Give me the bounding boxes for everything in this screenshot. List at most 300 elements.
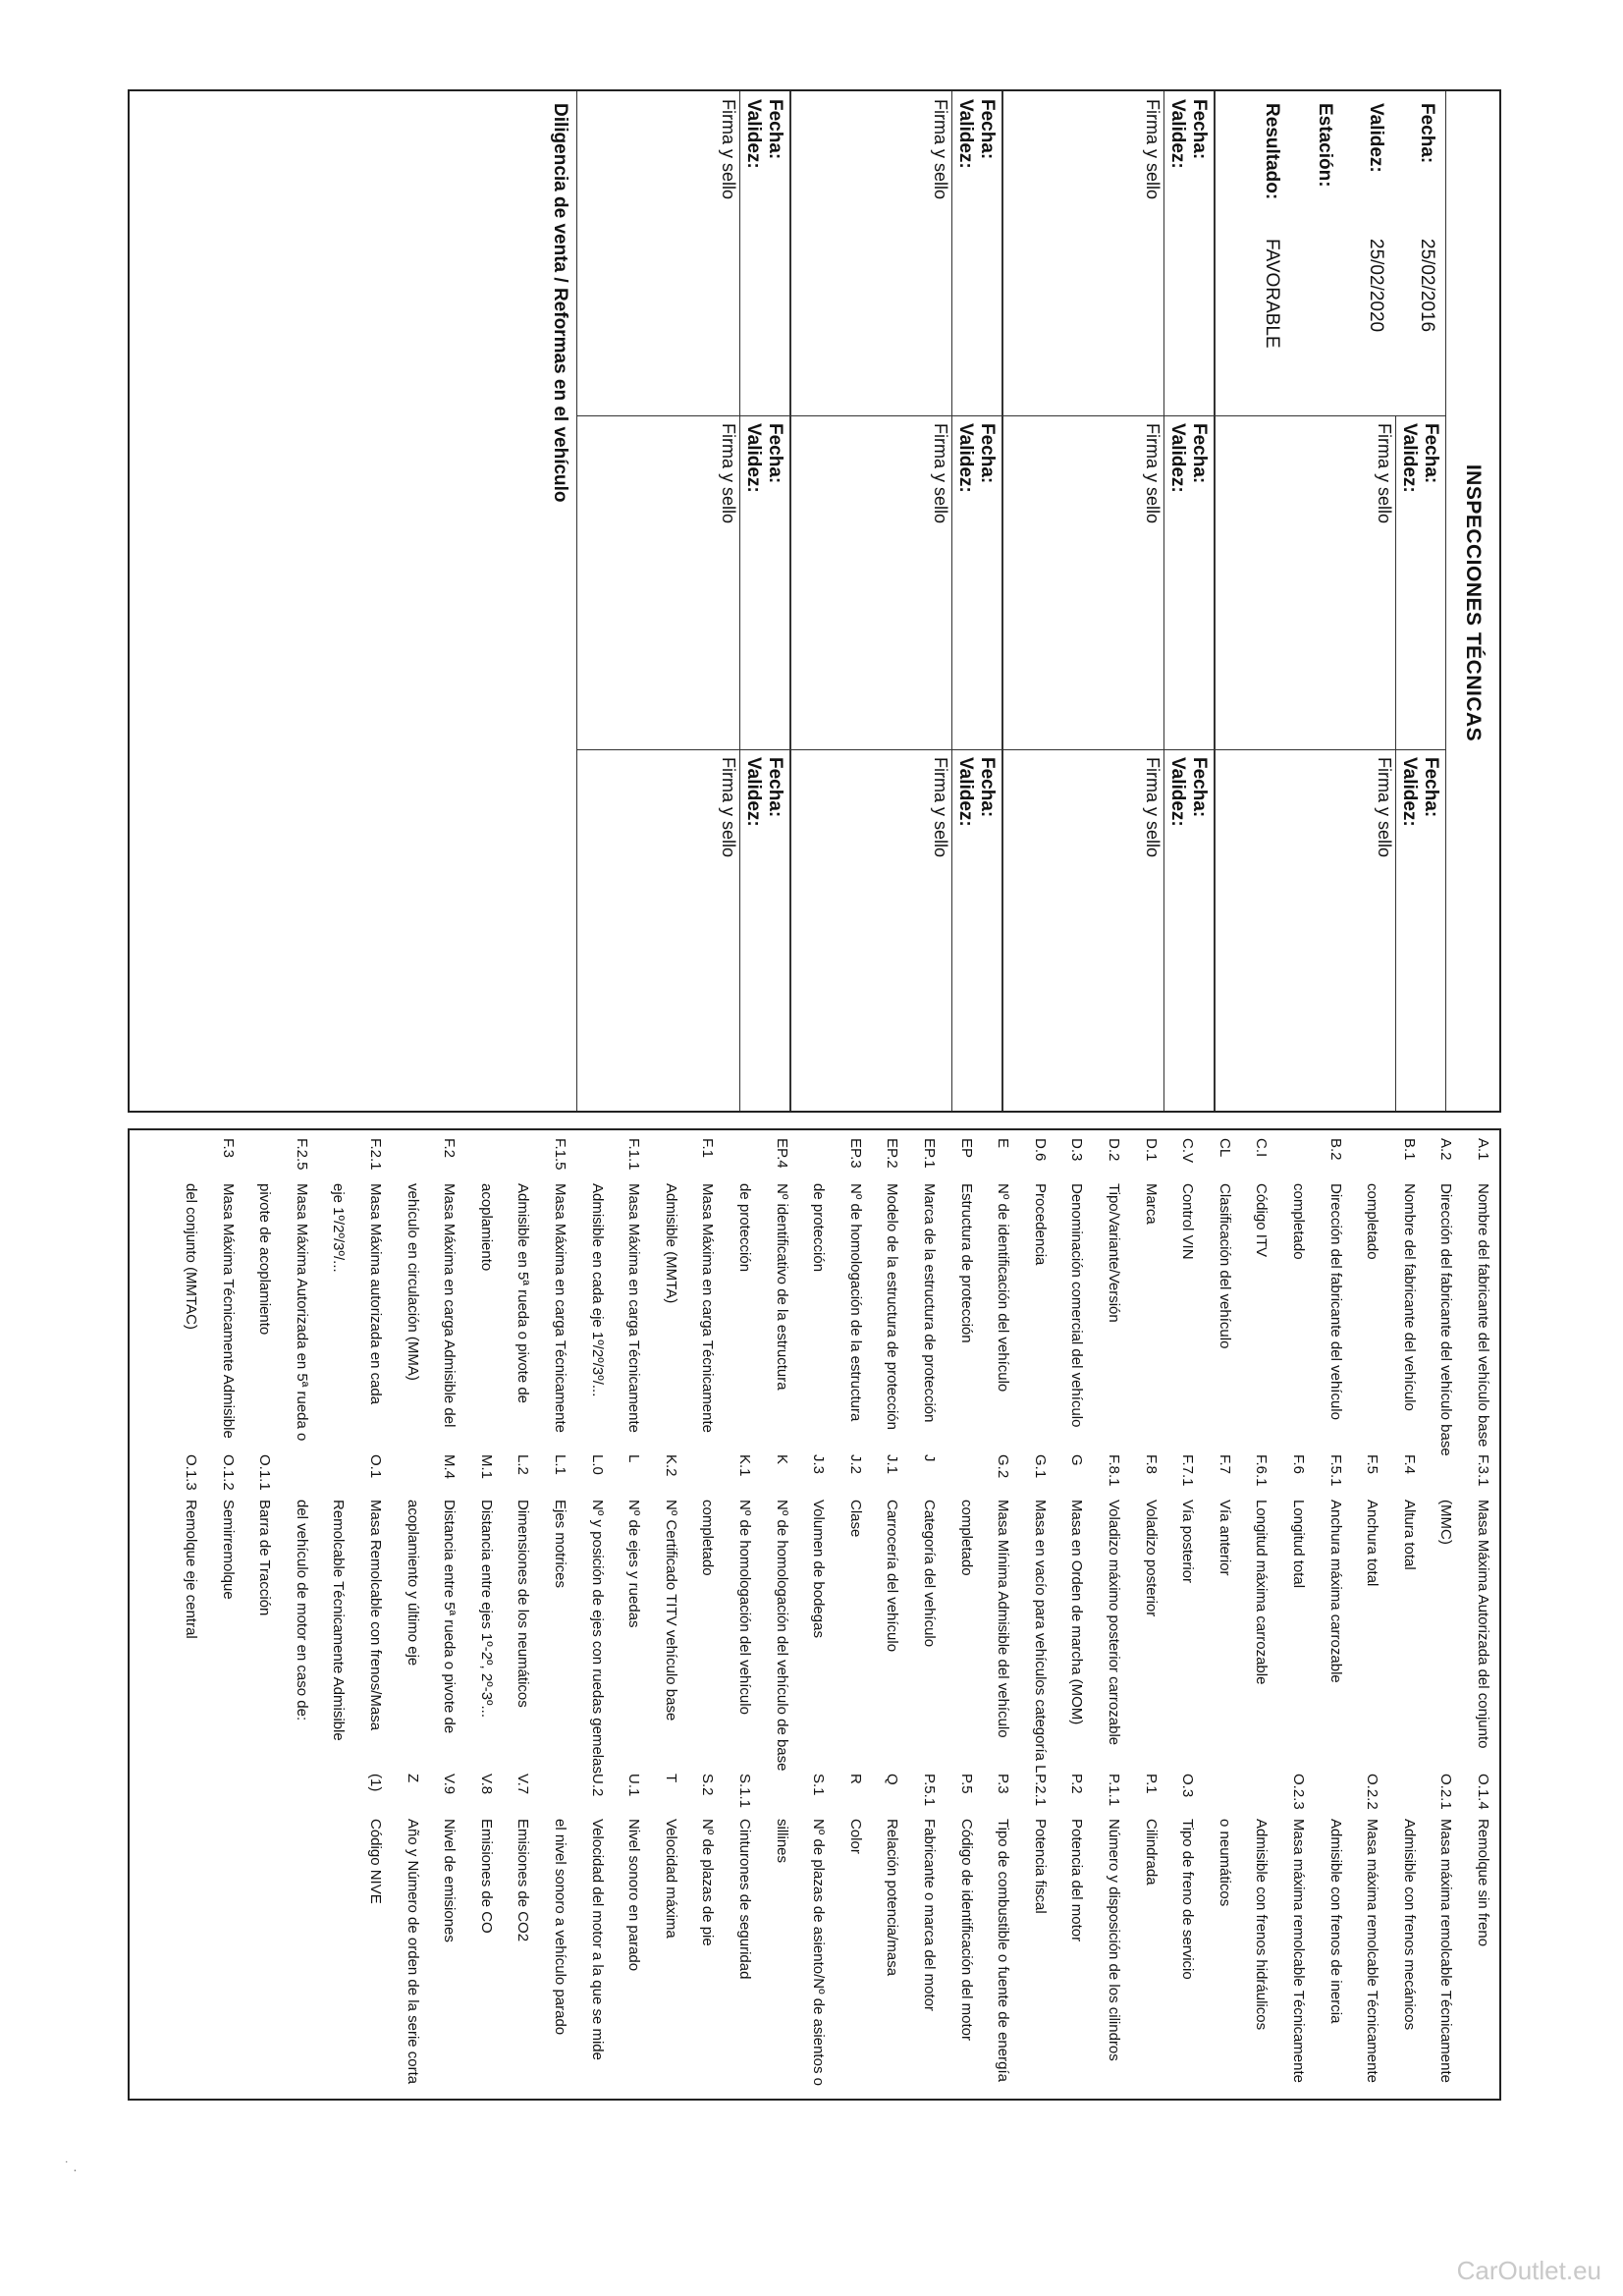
legend-code: P.5 <box>957 1774 975 1794</box>
validez-value: 25/02/2020 <box>1366 239 1386 333</box>
legend-entry <box>1475 1454 1491 1748</box>
legend-entry <box>1290 1138 1307 1260</box>
legend-code: D.2 <box>1106 1138 1122 1162</box>
legend-code: D.1 <box>1142 1138 1160 1162</box>
legend-text: Potencia del motor <box>1068 1819 1086 1942</box>
legend-text: Remolque sin freno <box>1475 1819 1491 1947</box>
legend-text: Distancia entre 5ª rueda o pivote de <box>441 1500 459 1734</box>
legend-text: eje 1º/2º/3º/... <box>330 1183 348 1273</box>
legend-code: F.7.1 <box>1179 1454 1197 1487</box>
legend-entry <box>552 1138 568 1433</box>
legend-entry <box>699 1774 716 1946</box>
legend-entry <box>884 1454 900 1652</box>
legend-text: Relación potencia/masa <box>884 1819 901 1977</box>
legend-code: (1) <box>367 1774 384 1792</box>
legend-text: Masa Máxima Autorizada en 5ª rueda o <box>293 1183 310 1442</box>
legend-entry <box>1401 1138 1418 1411</box>
legend-entry <box>1106 1138 1122 1323</box>
legend-text: Longitud total <box>1290 1500 1307 1589</box>
legend-entry <box>405 1774 421 2084</box>
legend-entry <box>810 1138 827 1272</box>
legend-entry <box>330 1454 347 1741</box>
legend-code: EP.3 <box>846 1138 864 1169</box>
validez-label: Validez: <box>1366 103 1386 173</box>
validez-label: Validez: <box>1167 757 1188 827</box>
legend-text: Masa máxima remolcable Técnicamente <box>1364 1819 1381 2083</box>
legend-text: Emisiones de CO2 <box>514 1819 532 1942</box>
legend-entry <box>183 1138 199 1330</box>
legend-entry <box>1179 1138 1196 1260</box>
validez-label: Validez: <box>1399 423 1420 493</box>
legend-text: Denominación comercial del vehículo <box>1068 1183 1086 1428</box>
legend-code: O.2.1 <box>1437 1774 1455 1810</box>
legend-text: Voladizo posterior <box>1142 1500 1160 1617</box>
legend-code: A.2 <box>1437 1138 1455 1161</box>
legend-code: Q <box>884 1774 901 1785</box>
legend-entry <box>884 1138 900 1430</box>
fecha-value: 25/02/2016 <box>1417 239 1437 333</box>
legend-text: Nº de plazas de pie <box>699 1819 717 1946</box>
legend-entry <box>1364 1774 1380 2083</box>
legend-code: F.6.1 <box>1253 1454 1271 1487</box>
legend-code: P.1 <box>1142 1774 1160 1794</box>
legend-text: Nº de homologación de la estructura <box>846 1183 864 1422</box>
legend-entry <box>514 1138 531 1403</box>
legend-text: completado <box>699 1500 717 1576</box>
legend-text: Marca de la estructura de protección <box>921 1183 938 1423</box>
legend-entry <box>958 1138 975 1343</box>
legend-text: Altura total <box>1400 1500 1418 1570</box>
firma-y-sello: Firma y sello <box>1375 423 1394 524</box>
legend-entry <box>294 1138 310 1441</box>
legend-entry <box>1032 1454 1049 1774</box>
legend-text: el nivel sonoro a vehículo parado <box>552 1819 568 2036</box>
legend-entry <box>514 1454 531 1708</box>
legend-entry <box>589 1774 606 2060</box>
legend-code: T <box>662 1774 679 1783</box>
legend-text: Masa Máxima autorizada en cada <box>367 1183 384 1405</box>
legend-text: Admisible con frenos de inercia <box>1326 1819 1344 2024</box>
legend-entry <box>441 1454 458 1733</box>
legend-entry <box>1106 1774 1122 2061</box>
legend-entry <box>663 1454 679 1721</box>
fecha-label: Fecha: <box>1189 423 1210 484</box>
legend-text: Masa en vacío para vehículos categoría L <box>1031 1500 1049 1774</box>
legend-text: Voladizo máximo posterior carrozable <box>1106 1500 1122 1746</box>
legend-text: Longitud máxima carrozable <box>1253 1500 1271 1685</box>
legend-text: Dirección del fabricante del vehículo base <box>1437 1183 1455 1456</box>
legend-entry <box>958 1454 975 1576</box>
legend-text: o neumáticos <box>1216 1819 1233 1907</box>
legend-entry <box>1143 1138 1160 1225</box>
legend-text: Masa Máxima Autorizada del conjunto <box>1475 1500 1491 1749</box>
legend-text: pivote de acoplamiento <box>256 1183 274 1336</box>
legend-text: Modelo de la estructura de protección <box>884 1183 901 1430</box>
legend-code: M.1 <box>477 1454 495 1480</box>
legend-code: V.7 <box>514 1774 532 1795</box>
legend-entry <box>1253 1454 1270 1684</box>
legend-entry <box>921 1454 938 1647</box>
codes-legend <box>128 1128 1501 2101</box>
legend-entry <box>589 1138 606 1396</box>
legend-text: Masa máxima remolcable Técnicamente <box>1437 1819 1455 2083</box>
watermark: CarOutlet.eu <box>1456 2256 1601 2285</box>
legend-code: F.4 <box>1400 1454 1418 1475</box>
legend-code: F.1 <box>699 1138 717 1159</box>
legend-entry <box>1401 1454 1418 1570</box>
legend-code: E <box>995 1138 1012 1149</box>
legend-code: F.8.1 <box>1106 1454 1122 1487</box>
legend-entry <box>736 1138 753 1272</box>
fecha-label: Fecha: <box>1417 103 1437 164</box>
legend-entry <box>220 1138 237 1439</box>
legend-code: O.1 <box>367 1454 384 1479</box>
legend-entry <box>367 1138 384 1404</box>
legend-code: J.2 <box>846 1454 864 1475</box>
firma-y-sello: Firma y sello <box>931 99 950 200</box>
legend-entry <box>736 1774 753 1979</box>
legend-entry <box>810 1774 827 2086</box>
legend-entry <box>774 1138 790 1391</box>
legend-entry <box>256 1138 273 1335</box>
legend-text: Anchura máxima carrozable <box>1326 1500 1344 1683</box>
legend-text: Emisiones de CO <box>477 1819 495 1934</box>
validez-label: Validez: <box>1167 99 1188 169</box>
legend-entry <box>1068 1138 1085 1427</box>
legend-code: EP.2 <box>884 1138 901 1169</box>
fecha-label: Fecha: <box>977 99 998 160</box>
legend-code: F.7 <box>1216 1454 1233 1475</box>
legend-entry <box>847 1774 864 1854</box>
legend-code: K.2 <box>662 1454 679 1477</box>
legend-code: S.1 <box>810 1774 828 1796</box>
legend-code: P.5.1 <box>921 1774 938 1807</box>
legend-entry <box>478 1454 495 1718</box>
legend-entry <box>958 1774 975 2041</box>
fecha-label: Fecha: <box>1189 757 1210 818</box>
legend-code: J.1 <box>884 1454 901 1475</box>
legend-code: K <box>773 1454 790 1465</box>
legend-entry <box>921 1774 938 2011</box>
legend-text: del conjunto (MMTAC) <box>183 1183 199 1330</box>
fecha-label: Fecha: <box>977 423 998 484</box>
fecha-label: Fecha: <box>765 757 785 818</box>
legend-entry <box>663 1138 679 1303</box>
legend-text: Nº y posición de ejes con ruedas gemelas <box>588 1500 606 1774</box>
legend-entry <box>552 1454 568 1588</box>
legend-code: O.1.1 <box>256 1454 274 1491</box>
legend-entry <box>183 1454 199 1639</box>
legend-text: Estructura de protección <box>957 1183 975 1343</box>
legend-entry <box>514 1774 531 1941</box>
legend-text: acoplamiento y último eje <box>404 1500 421 1667</box>
legend-code: S.2 <box>699 1774 717 1796</box>
legend-code: B.2 <box>1326 1138 1344 1161</box>
legend-entry <box>736 1454 753 1715</box>
legend-entry <box>774 1454 790 1772</box>
legend-text: Cinturones de seguridad <box>736 1819 753 1980</box>
legend-text: Nº Certificado TITV vehículo base <box>662 1500 679 1722</box>
fecha-label: Fecha: <box>1189 99 1210 160</box>
inspections-panel <box>128 89 1501 1113</box>
legend-code: C.V <box>1179 1138 1197 1164</box>
legend-text: Clase <box>846 1500 864 1538</box>
legend-code: K.1 <box>736 1454 753 1477</box>
legend-code: V.8 <box>477 1774 495 1795</box>
legend-text: Admisible en cada eje 1º/2º/3º/... <box>588 1183 606 1397</box>
legend-code: G.1 <box>1031 1454 1049 1479</box>
validez-label: Validez: <box>955 423 976 493</box>
legend-entry <box>589 1454 606 1774</box>
legend-entry <box>1179 1774 1196 1980</box>
legend-text: Remolque eje central <box>183 1500 199 1639</box>
legend-code: Z <box>404 1774 421 1783</box>
legend-text: completado <box>1364 1183 1381 1260</box>
legend-code: P.2.1 <box>1031 1774 1049 1807</box>
legend-text: Potencia fiscal <box>1031 1819 1049 1914</box>
legend-text: Remolcable Técnicamente Admisible <box>330 1500 348 1741</box>
legend-entry <box>625 1138 642 1433</box>
legend-text: Admisible en 5ª rueda o pivote de <box>514 1183 532 1404</box>
firma-y-sello: Firma y sello <box>931 757 950 858</box>
legend-text: Barra de Tracción <box>256 1500 274 1616</box>
legend-code: D.6 <box>1031 1138 1049 1162</box>
legend-code: F.8 <box>1142 1454 1160 1475</box>
legend-code: O.1.4 <box>1475 1774 1491 1810</box>
legend-code: O.2.3 <box>1290 1774 1307 1810</box>
legend-text: Admisible (MMTA) <box>662 1183 679 1304</box>
legend-entry <box>1143 1774 1160 1886</box>
firma-y-sello: Firma y sello <box>1143 757 1163 858</box>
legend-code: F.3.1 <box>1475 1454 1491 1487</box>
legend-text: Nombre del fabricante del vehículo <box>1400 1183 1418 1411</box>
legend-entry <box>995 1454 1011 1738</box>
legend-text: de protección <box>810 1183 828 1273</box>
legend-text: completado <box>1290 1183 1307 1260</box>
legend-entry <box>699 1454 716 1576</box>
legend-text: Masa en Orden de marcha (MOM) <box>1068 1500 1086 1725</box>
legend-code: G <box>1068 1454 1086 1466</box>
legend-text: Masa Máxima en carga Técnicamente <box>699 1183 717 1434</box>
legend-entry <box>1364 1454 1380 1586</box>
validez-label: Validez: <box>743 757 764 827</box>
legend-code: F.5 <box>1364 1454 1381 1475</box>
legend-text: Masa Máxima en carga Técnicamente <box>625 1183 643 1434</box>
fecha-label: Fecha: <box>765 423 785 484</box>
resultado-label: Resultado: <box>1262 103 1282 200</box>
legend-entry <box>774 1774 790 1863</box>
fecha-label: Fecha: <box>1421 757 1441 818</box>
legend-code: L <box>625 1454 643 1463</box>
legend-text: Fabricante o marca del motor <box>921 1819 938 2011</box>
legend-entry <box>1327 1138 1344 1420</box>
legend-text: Categoría del vehículo <box>921 1500 938 1648</box>
scan-artifact: ˙ . <box>65 2159 78 2174</box>
rotated-document <box>128 89 1501 2101</box>
legend-text: Masa máxima remolcable Técnicamente <box>1290 1819 1307 2083</box>
legend-text: Masa Remolcable con frenos/Masa <box>367 1500 384 1731</box>
legend-code: P.1.1 <box>1106 1774 1122 1807</box>
legend-entry <box>847 1454 864 1537</box>
legend-code: O.1.2 <box>219 1454 237 1491</box>
legend-text: del vehículo de motor en caso de: <box>293 1500 310 1722</box>
firma-y-sello: Firma y sello <box>1375 757 1394 858</box>
legend-text: Admisible con frenos mecánicos <box>1400 1819 1418 2031</box>
legend-text: Volumen de bodegas <box>810 1500 828 1638</box>
legend-entry <box>1217 1774 1233 1906</box>
inspection-row-3 <box>790 91 1002 1111</box>
legend-entry <box>552 1774 568 2035</box>
legend-entry <box>220 1454 237 1600</box>
legend-code: F.6 <box>1290 1454 1307 1475</box>
legend-text: Admisible con frenos hidráulicos <box>1253 1819 1271 2031</box>
legend-entry <box>367 1454 384 1730</box>
legend-text: Carrocería del vehículo <box>884 1500 901 1653</box>
legend-code: L.1 <box>552 1454 568 1475</box>
legend-entry <box>1437 1454 1454 1545</box>
legend-code: EP <box>957 1138 975 1159</box>
legend-entry <box>1475 1774 1491 1946</box>
legend-entry <box>405 1138 421 1381</box>
legend-entry <box>625 1454 642 1628</box>
inspections-title: INSPECCIONES TÉCNICAS <box>1462 464 1485 742</box>
legend-text: Nombre del fabricante del vehículo base <box>1475 1183 1491 1448</box>
legend-code: J <box>921 1454 938 1462</box>
firma-y-sello: Firma y sello <box>1143 99 1163 200</box>
legend-code: U.2 <box>588 1774 606 1797</box>
legend-code: U.1 <box>625 1774 643 1797</box>
legend-entry <box>441 1774 458 1942</box>
legend-code: V.9 <box>441 1774 459 1795</box>
legend-code: A.1 <box>1475 1138 1491 1161</box>
legend-text: Ejes motrices <box>552 1500 568 1589</box>
inspection-row-1 <box>1215 91 1446 1111</box>
firma-y-sello: Firma y sello <box>719 423 738 524</box>
legend-code: L.0 <box>588 1454 606 1475</box>
legend-entry <box>810 1454 827 1638</box>
legend-code: P.2 <box>1068 1774 1086 1794</box>
legend-code: O.2.2 <box>1364 1774 1381 1810</box>
legend-text: Marca <box>1142 1183 1160 1225</box>
legend-code: F.1.5 <box>552 1138 568 1171</box>
legend-entry <box>625 1774 642 1971</box>
legend-text: Masa Mínima Admisible del vehículo <box>995 1500 1012 1738</box>
validez-label: Validez: <box>743 423 764 493</box>
legend-text: completado <box>957 1500 975 1576</box>
legend-text: Velocidad del motor a la que se mide <box>588 1819 606 2060</box>
legend-code: O.3 <box>1179 1774 1197 1798</box>
legend-text: Cilindrada <box>1142 1819 1160 1886</box>
estacion-label: Estación: <box>1315 103 1335 188</box>
legend-entry <box>847 1138 864 1421</box>
legend-text: Dirección del fabricante del vehículo <box>1326 1183 1344 1420</box>
firma-y-sello: Firma y sello <box>1143 423 1163 524</box>
legend-text: Masa Máxima Técnicamente Admisible <box>219 1183 237 1439</box>
legend-text: Código ITV <box>1253 1183 1271 1258</box>
legend-text: Anchura total <box>1364 1500 1381 1587</box>
legend-code: J.3 <box>810 1454 828 1475</box>
legend-code: F.2 <box>441 1138 459 1159</box>
legend-text: Velocidad máxima <box>662 1819 679 1939</box>
legend-code: EP.4 <box>773 1138 790 1169</box>
legend-entry <box>1290 1774 1307 2083</box>
legend-code: F.1.1 <box>625 1138 643 1171</box>
legend-entry <box>1032 1138 1049 1265</box>
fecha-label: Fecha: <box>1421 423 1441 484</box>
legend-entry <box>1290 1454 1307 1588</box>
legend-entry <box>1401 1774 1418 2030</box>
legend-code: EP.1 <box>921 1138 938 1169</box>
legend-text: Procedencia <box>1031 1183 1049 1266</box>
legend-text: Nº de homologación del vehículo de base <box>773 1500 790 1772</box>
legend-code: G.2 <box>995 1454 1012 1479</box>
legend-text: vehículo en circulación (MMA) <box>404 1183 421 1381</box>
legend-text: Nº de homologación del vehículo <box>736 1500 753 1715</box>
legend-text: Vía anterior <box>1216 1500 1233 1576</box>
legend-text: Nº de identificación del vehículo <box>995 1183 1012 1393</box>
legend-text: acoplamiento <box>477 1183 495 1272</box>
legend-code: O.1.3 <box>183 1454 199 1491</box>
legend-code: CL <box>1216 1138 1233 1158</box>
legend-text: Nivel de emisiones <box>441 1819 459 1942</box>
legend-code: P.3 <box>995 1774 1012 1794</box>
legend-text: Masa Máxima en carga Admisible del <box>441 1183 459 1428</box>
legend-entry <box>405 1454 421 1666</box>
legend-entry <box>1253 1774 1270 2030</box>
legend-code: B.1 <box>1400 1138 1418 1161</box>
legend-entry <box>1068 1774 1085 1941</box>
firma-y-sello: Firma y sello <box>931 423 950 524</box>
legend-entry <box>995 1138 1011 1392</box>
legend-text: Tipo de freno de servicio <box>1179 1819 1197 1980</box>
legend-text: Distancia entre ejes 1º-2º, 2º-3º... <box>477 1500 495 1719</box>
legend-text: Dimensiones de los neumáticos <box>514 1500 532 1708</box>
legend-code: R <box>846 1774 864 1784</box>
legend-code: F.3 <box>219 1138 237 1159</box>
legend-text: Clasificación del vehículo <box>1216 1183 1233 1349</box>
validez-label: Validez: <box>1399 757 1420 827</box>
legend-entry <box>478 1138 495 1271</box>
fecha-label: Fecha: <box>765 99 785 160</box>
legend-text: Color <box>846 1819 864 1854</box>
legend-code: F.2.1 <box>367 1138 384 1171</box>
legend-text: Nº de ejes y ruedas <box>625 1500 643 1628</box>
legend-entry <box>1032 1774 1049 1914</box>
legend-entry <box>1217 1138 1233 1348</box>
legend-text: Semirremolque <box>219 1500 237 1600</box>
legend-entry <box>1253 1138 1270 1257</box>
validez-label: Validez: <box>955 99 976 169</box>
legend-entry <box>294 1454 310 1721</box>
legend-entry <box>1179 1454 1196 1583</box>
validez-label: Validez: <box>1167 423 1188 493</box>
legend-text: Nivel sonoro en parado <box>625 1819 643 1972</box>
legend-entry <box>663 1774 679 1939</box>
legend-text: Año y Número de orden de la serie corta <box>404 1819 421 2085</box>
legend-text: Código NIVE <box>367 1819 384 1904</box>
legend-entry <box>1327 1454 1344 1683</box>
legend-text: sillines <box>773 1819 790 1864</box>
legend-text: Nº de plazas de asiento/Nº de asientos o <box>810 1819 828 2086</box>
legend-entry <box>478 1774 495 1934</box>
legend-text: Nº identificativo de la estructura <box>773 1183 790 1391</box>
legend-text: Masa Máxima en carga Técnicamente <box>552 1183 568 1434</box>
legend-entry <box>367 1774 384 1904</box>
legend-entry <box>441 1138 458 1427</box>
fecha-label: Fecha: <box>977 757 998 818</box>
inspection-row-2 <box>1002 91 1215 1111</box>
legend-text: (MMC) <box>1437 1500 1455 1545</box>
